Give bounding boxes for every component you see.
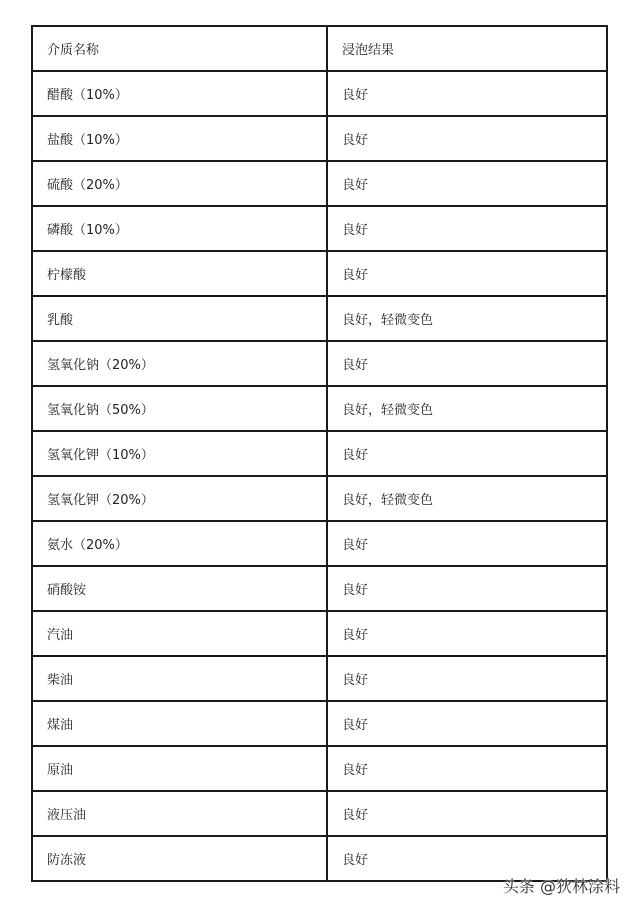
medium-name: 柠檬酸 — [32, 251, 327, 296]
medium-name: 磷酸（10%） — [32, 206, 327, 251]
table-row — [32, 71, 607, 116]
immersion-result: 良好，轻微变色 — [327, 386, 607, 431]
medium-name: 汽油 — [32, 611, 327, 656]
immersion-result: 良好 — [327, 791, 607, 836]
table-row — [32, 431, 607, 476]
table-row — [32, 161, 607, 206]
medium-name: 液压油 — [32, 791, 327, 836]
table-row — [32, 476, 607, 521]
immersion-result: 良好 — [327, 701, 607, 746]
table-row — [32, 566, 607, 611]
immersion-result: 良好 — [327, 71, 607, 116]
table-row — [32, 746, 607, 791]
medium-name: 氨水（20%） — [32, 521, 327, 566]
immersion-result: 良好 — [327, 611, 607, 656]
immersion-result: 良好 — [327, 656, 607, 701]
table-row — [32, 116, 607, 161]
watermark: 头条 @狄林涂料 — [502, 877, 620, 896]
medium-name: 氢氧化钠（20%） — [32, 341, 327, 386]
immersion-result: 良好 — [327, 521, 607, 566]
medium-name: 盐酸（10%） — [32, 116, 327, 161]
immersion-result: 良好 — [327, 341, 607, 386]
medium-name: 醋酸（10%） — [32, 71, 327, 116]
table-row — [32, 611, 607, 656]
immersion-result: 良好 — [327, 206, 607, 251]
header-immersion-result: 浸泡结果 — [327, 26, 607, 71]
table-row — [32, 701, 607, 746]
header-medium-name: 介质名称 — [32, 26, 327, 71]
immersion-result: 良好 — [327, 566, 607, 611]
table-row — [32, 521, 607, 566]
medium-name: 硝酸铵 — [32, 566, 327, 611]
medium-name: 硫酸（20%） — [32, 161, 327, 206]
immersion-result: 良好，轻微变色 — [327, 296, 607, 341]
medium-name: 原油 — [32, 746, 327, 791]
chemical-resistance-table — [31, 25, 608, 882]
immersion-result: 良好，轻微变色 — [327, 476, 607, 521]
medium-name: 柴油 — [32, 656, 327, 701]
table-row — [32, 296, 607, 341]
table-row — [32, 341, 607, 386]
immersion-result: 良好 — [327, 431, 607, 476]
medium-name: 防冻液 — [32, 836, 327, 881]
medium-name: 氢氧化钾（10%） — [32, 431, 327, 476]
table-row — [32, 206, 607, 251]
immersion-result: 良好 — [327, 161, 607, 206]
medium-name: 氢氧化钾（20%） — [32, 476, 327, 521]
immersion-result: 良好 — [327, 251, 607, 296]
table-header-row — [32, 26, 607, 71]
medium-name: 乳酸 — [32, 296, 327, 341]
immersion-result: 良好 — [327, 746, 607, 791]
table-row — [32, 251, 607, 296]
table-row — [32, 791, 607, 836]
immersion-result: 良好 — [327, 116, 607, 161]
immersion-result: 良好 — [327, 836, 607, 881]
medium-name: 氢氧化钠（50%） — [32, 386, 327, 431]
medium-name: 煤油 — [32, 701, 327, 746]
table-row — [32, 656, 607, 701]
table-row — [32, 386, 607, 431]
